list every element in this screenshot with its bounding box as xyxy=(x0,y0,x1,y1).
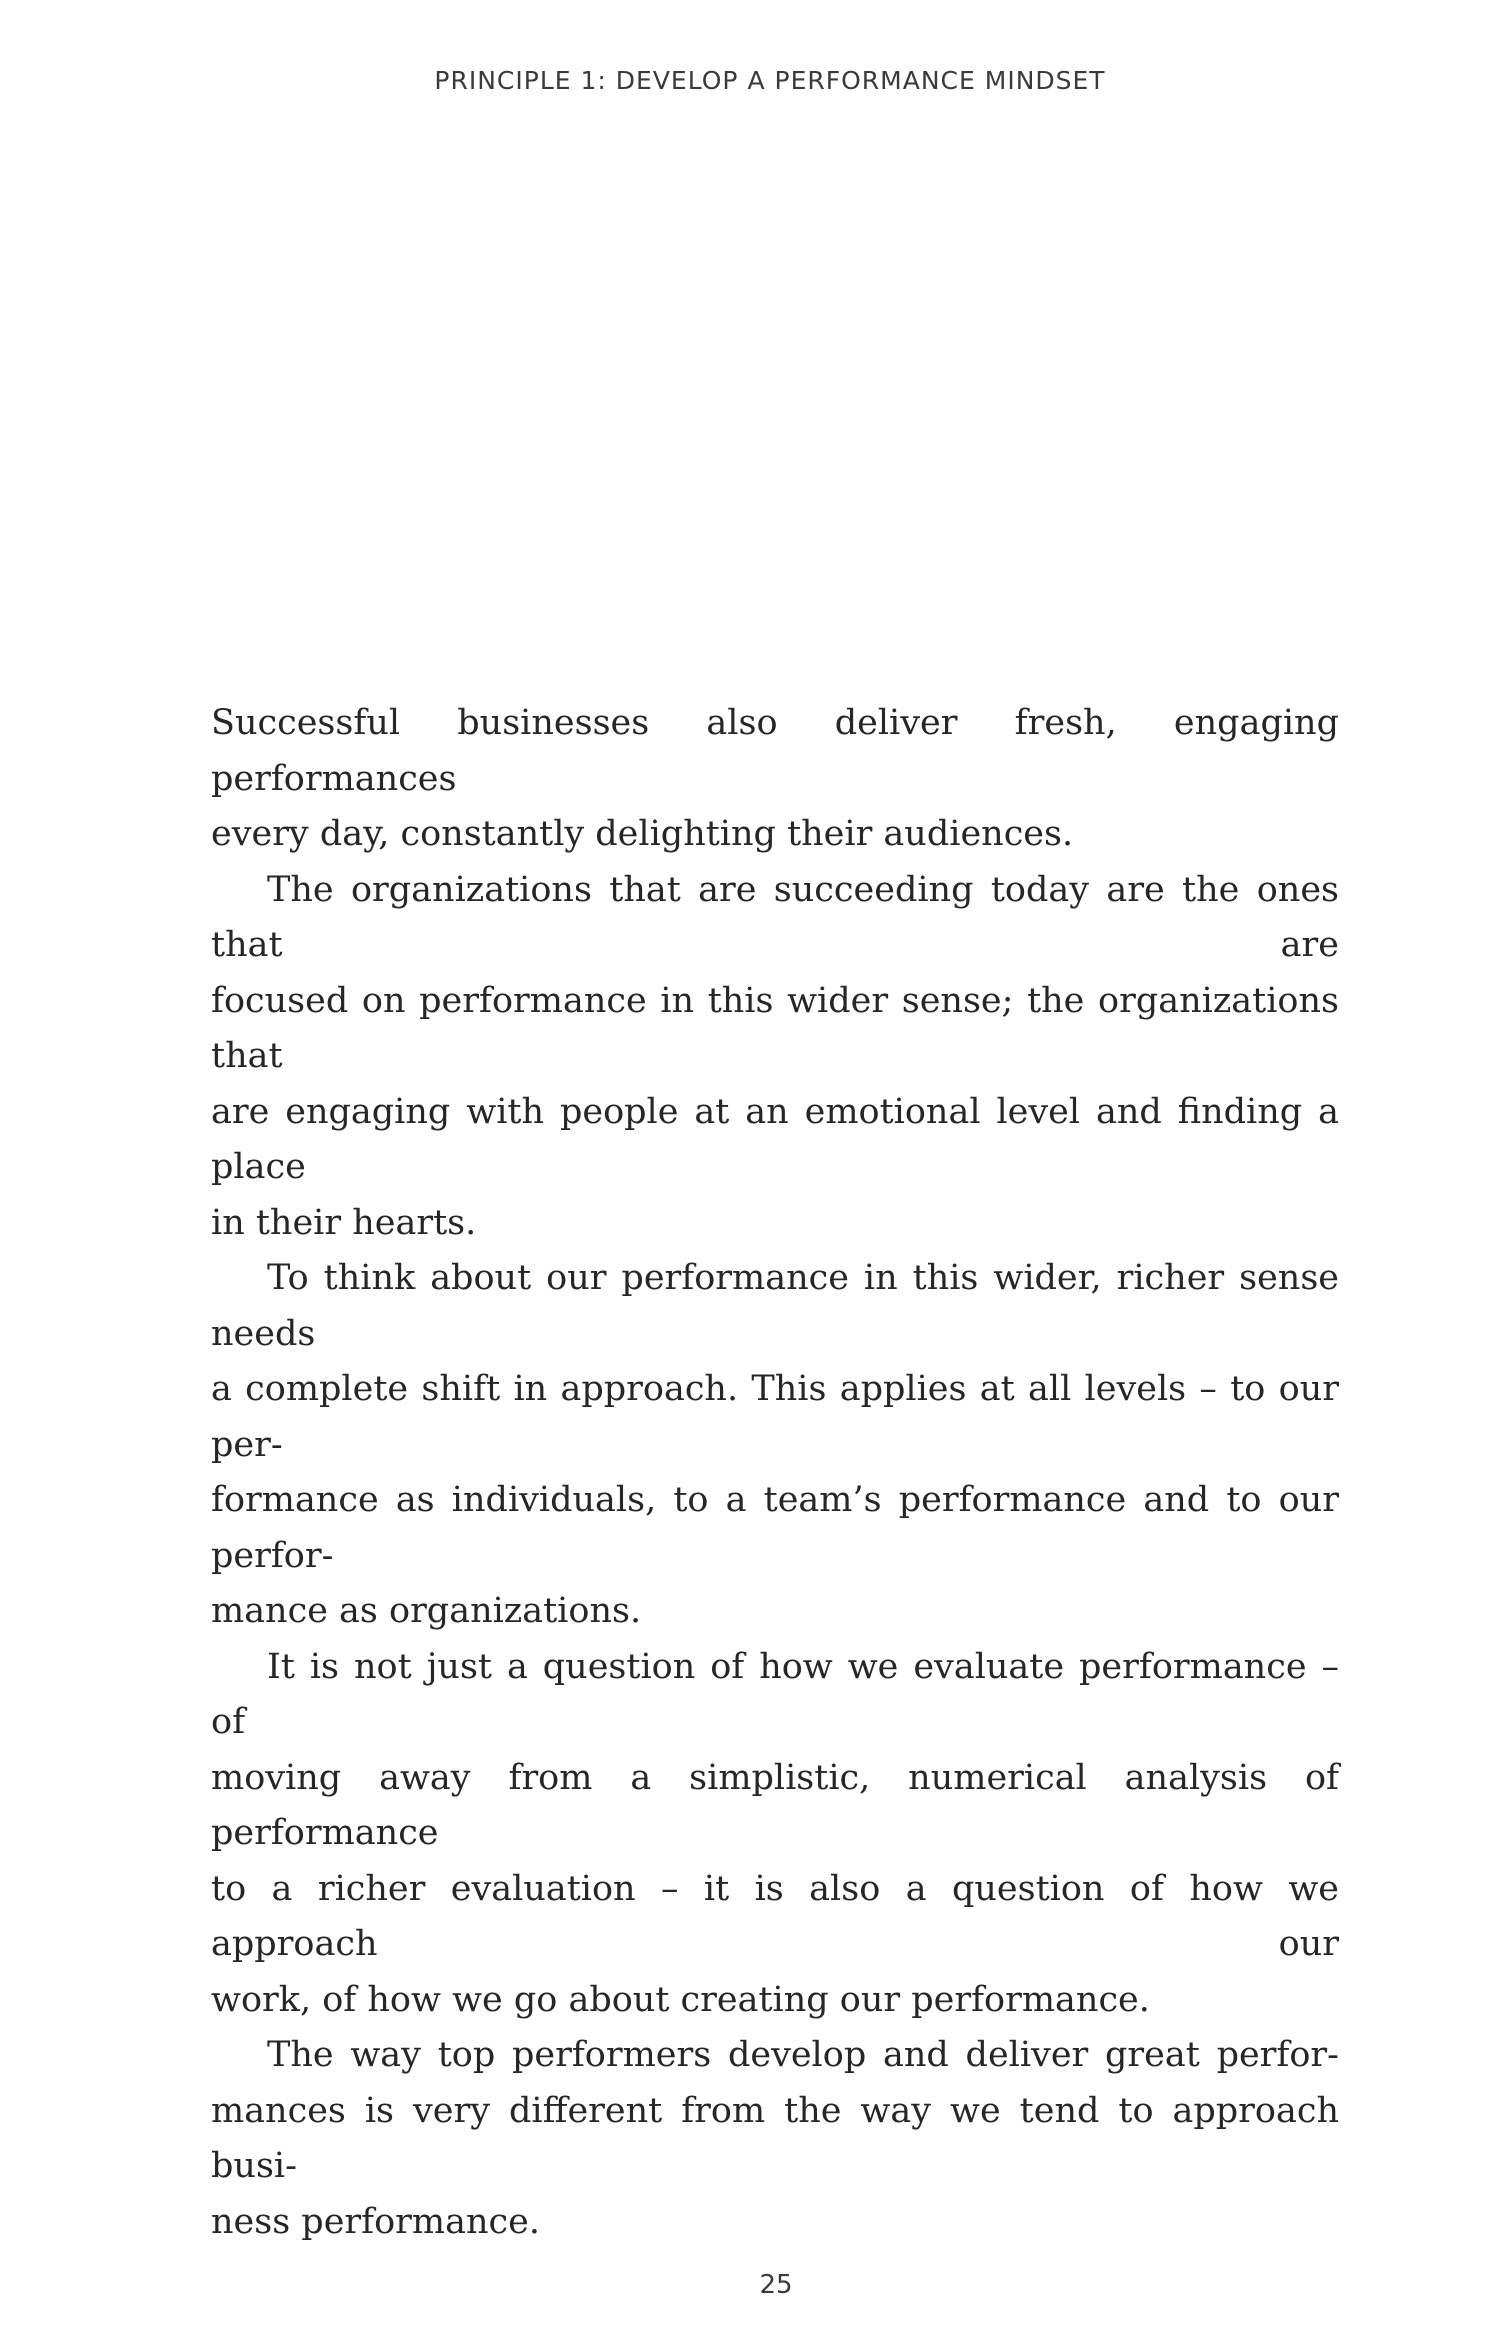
text-line: formance as individuals, to a team’s performance and to our perfor- xyxy=(211,1480,1339,1576)
paragraph xyxy=(211,2028,1339,2250)
text-line: work, of how we go about creating our performance. xyxy=(211,1979,1150,2020)
page-number: 25 xyxy=(759,2270,793,2300)
text-line: mances is very different from the way we tend to approach busi- xyxy=(211,2090,1339,2186)
text-line: are engaging with people at an emotional level and finding a place xyxy=(211,1091,1339,1187)
text-line: to a richer evaluation – it is also a question of how we approach our xyxy=(211,1868,1339,1964)
text-line: moving away from a simplistic, numerical analysis of performance xyxy=(211,1757,1339,1853)
text-line: The way top performers develop and deliver great perfor- xyxy=(267,2035,1339,2075)
text-line: To think about our performance in this wider, richer sense needs xyxy=(211,1258,1339,1354)
text-line: in their hearts. xyxy=(211,1202,477,1243)
text-line: Successful businesses also deliver fresh, engaging performances xyxy=(211,703,1339,799)
text-line: focused on performance in this wider sense; the organizations that xyxy=(211,980,1339,1076)
text-line: a complete shift in approach. This applies at all levels – to our per- xyxy=(211,1369,1339,1465)
paragraph xyxy=(211,1251,1339,1640)
paragraph xyxy=(211,696,1339,863)
paragraph xyxy=(211,1640,1339,2029)
running-head: PRINCIPLE 1: DEVELOP A PERFORMANCE MINDSET xyxy=(434,66,1106,95)
paragraph xyxy=(211,863,1339,1252)
text-line: It is not just a question of how we evaluate performance – of xyxy=(211,1646,1339,1742)
text-line: The organizations that are succeeding today are the ones that are xyxy=(211,869,1339,965)
text-line: every day, constantly delighting their audiences. xyxy=(211,814,1074,854)
text-line: ness performance. xyxy=(211,2201,540,2242)
body-text xyxy=(211,696,1339,2250)
text-line: mance as organizations. xyxy=(211,1591,642,1631)
